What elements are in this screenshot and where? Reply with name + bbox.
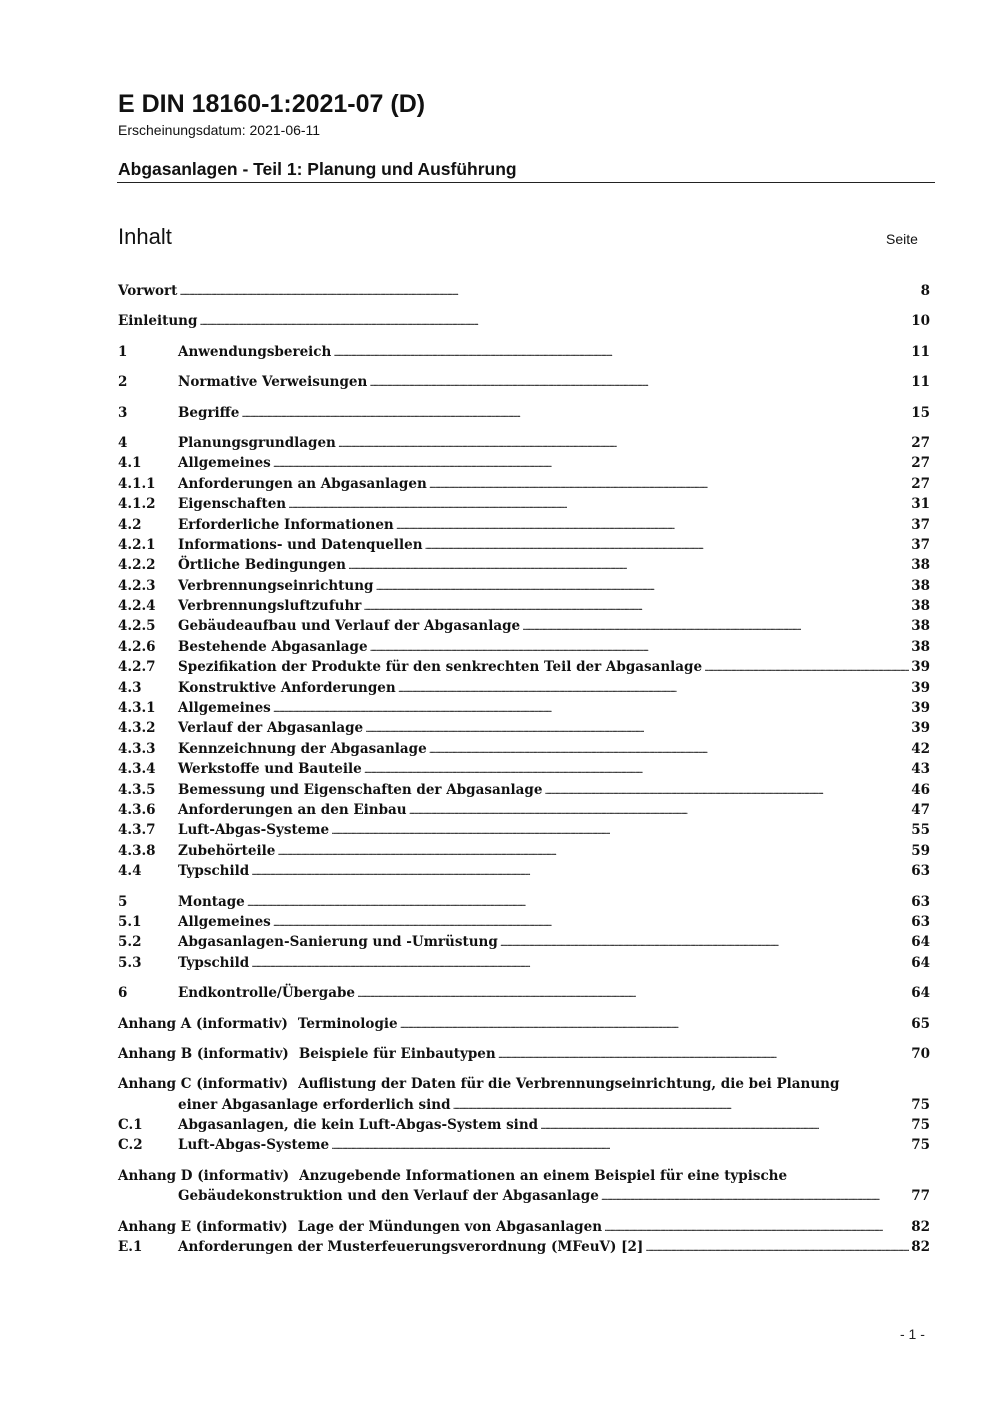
toc-leader <box>273 698 909 720</box>
toc-annex-entry[interactable] <box>118 1074 930 1094</box>
toc-entry-title: Werkstoffe und Bauteile <box>178 761 362 778</box>
toc-annex-title: Auflistung der Daten für die Verbrennungseinrichtung, die bei Planung <box>298 1076 840 1093</box>
toc-entry-page: 38 <box>911 598 930 615</box>
toc-entry[interactable] <box>118 453 930 473</box>
toc-entry-title: Bemessung und Eigenschaften der Abgasanlage <box>178 781 543 798</box>
toc-entry-number: 4.4 <box>118 863 142 880</box>
toc-entry-number: 3 <box>118 404 128 421</box>
toc-entry[interactable] <box>118 281 930 301</box>
toc-leader <box>400 1014 910 1036</box>
toc-entry-number: 4.1.2 <box>118 496 156 513</box>
toc-entry-title: Typschild <box>178 954 250 971</box>
toc-entry-page: 39 <box>911 720 930 737</box>
toc-entry[interactable] <box>118 342 930 362</box>
toc-leader <box>604 1217 909 1239</box>
toc-entry-number: 4.3.2 <box>118 720 156 737</box>
toc-entry-number: 4.3.1 <box>118 700 156 717</box>
toc-entry-page: 75 <box>911 1096 930 1113</box>
toc-entry[interactable] <box>118 372 930 392</box>
toc-entry-page: 27 <box>911 475 930 492</box>
toc-leader <box>331 820 909 842</box>
toc-entry-page: 38 <box>911 618 930 635</box>
toc-entry-number: 4.3.7 <box>118 822 156 839</box>
toc-entry-page: 70 <box>911 1045 930 1062</box>
toc-annex-label: Anhang C (informativ) <box>118 1076 289 1093</box>
toc-entry[interactable] <box>118 1135 930 1155</box>
toc-entry-page: 47 <box>911 801 930 818</box>
toc-entry[interactable] <box>118 596 930 616</box>
toc-entry-title: Verbrennungsluftzufuhr <box>178 598 362 615</box>
toc-entry-title: Einleitung <box>118 313 198 330</box>
toc-entry-number: C.2 <box>118 1137 143 1154</box>
toc-entry-title: Vorwort <box>118 283 178 299</box>
toc-entry[interactable] <box>118 800 930 820</box>
toc-leader <box>247 892 909 914</box>
toc-entry-title: Anforderungen an den Einbau <box>178 801 407 818</box>
toc-entry[interactable] <box>118 535 930 555</box>
toc-entry-page: 15 <box>911 404 930 421</box>
toc-leader <box>277 841 909 863</box>
toc-entry-title: Luft-Abgas-Systeme <box>178 1137 330 1154</box>
toc-entry-page: 63 <box>911 913 930 930</box>
toc-entry-page: 75 <box>911 1137 930 1154</box>
toc-entry-number: 4.2.7 <box>118 659 156 676</box>
toc-entry-title: Erforderliche Informationen <box>178 516 394 533</box>
toc-entry-number: 5.1 <box>118 913 142 930</box>
toc-entry-number: 2 <box>118 374 128 391</box>
toc-entry-page: 8 <box>920 283 930 299</box>
toc-entry[interactable] <box>118 698 930 718</box>
toc-leader <box>338 433 909 455</box>
toc-leader <box>365 718 909 740</box>
toc-entry[interactable] <box>118 515 930 535</box>
toc-annex-entry[interactable] <box>118 1217 930 1237</box>
toc-entry-page: 39 <box>911 679 930 696</box>
toc-leader <box>348 555 909 577</box>
toc-entry-page: 43 <box>911 761 930 778</box>
toc-entry[interactable] <box>118 780 930 800</box>
toc-entry[interactable] <box>118 474 930 494</box>
toc-entry-page: 31 <box>911 496 930 513</box>
toc-leader <box>376 576 910 598</box>
toc-entry-title: Planungsgrundlagen <box>178 434 336 451</box>
toc-entry[interactable] <box>118 718 930 738</box>
toc-entry-title: Gebäudeaufbau und Verlauf der Abgasanlage <box>178 618 521 635</box>
toc-leader <box>199 311 909 333</box>
toc-annex-entry-continuation[interactable] <box>118 1186 930 1206</box>
toc-entry-page: 77 <box>911 1188 930 1205</box>
toc-entry[interactable] <box>118 820 930 840</box>
toc-entry-number: 5.2 <box>118 934 142 951</box>
toc-annex-entry-continuation[interactable] <box>118 1095 930 1115</box>
toc-entry-title: Anforderungen an Abgasanlagen <box>178 475 427 492</box>
toc-entry[interactable] <box>118 932 930 952</box>
toc-entry-number: 4.1 <box>118 455 142 472</box>
toc-entry-page: 42 <box>911 740 930 757</box>
toc-entry-number: 4.2.4 <box>118 598 156 615</box>
toc-entry-number: C.1 <box>118 1117 143 1134</box>
toc-leader <box>500 932 909 954</box>
toc-entry-title: Eigenschaften <box>178 496 287 513</box>
toc-leader <box>179 281 918 303</box>
toc-entry-page: 64 <box>911 985 930 1002</box>
toc-entry-title: Typschild <box>178 863 250 880</box>
toc-entry-number: 5 <box>118 893 128 910</box>
toc-entry-page: 10 <box>911 313 930 330</box>
toc-entry[interactable] <box>118 637 930 657</box>
toc-entry-title: Verlauf der Abgasanlage <box>178 720 364 737</box>
toc-leader <box>273 453 909 475</box>
toc-entry-page: 82 <box>911 1218 930 1235</box>
toc-entry-number: 4.2.2 <box>118 557 156 574</box>
toc-entry[interactable] <box>118 433 930 453</box>
toc-entry-number: 4.3.5 <box>118 781 156 798</box>
toc-entry-title: Bestehende Abgasanlage <box>178 638 368 655</box>
toc-entry-title: Abgasanlagen, die kein Luft-Abgas-System sind <box>178 1117 539 1134</box>
document-subtitle: Abgasanlagen - Teil 1: Planung und Ausführung <box>118 159 517 179</box>
toc-annex-entry[interactable] <box>118 1166 930 1186</box>
toc-entry-title: Allgemeines <box>178 913 271 930</box>
toc-entry-number: 6 <box>118 985 128 1002</box>
toc-annex-title: Terminologie <box>297 1015 398 1032</box>
toc-leader <box>333 342 909 364</box>
toc-entry[interactable] <box>118 678 930 698</box>
toc-entry-title: Allgemeines <box>178 700 271 717</box>
toc-entry-number: 4.3 <box>118 679 142 696</box>
toc-annex-label: Anhang E (informativ) <box>118 1218 288 1235</box>
toc-entry-page: 11 <box>911 343 930 360</box>
toc-annex-entry[interactable] <box>118 1044 930 1064</box>
toc-entry-page: 38 <box>911 557 930 574</box>
toc-annex-label: Anhang A (informativ) <box>118 1015 288 1032</box>
toc-entry-number: 4.2.5 <box>118 618 156 635</box>
table-of-contents <box>118 281 930 1257</box>
toc-leader <box>398 678 910 700</box>
toc-leader <box>357 983 909 1005</box>
toc-entry-title: Luft-Abgas-Systeme <box>178 822 330 839</box>
toc-entry[interactable] <box>118 841 930 861</box>
toc-entry[interactable] <box>118 912 930 932</box>
toc-entry-page: 27 <box>911 434 930 451</box>
toc-entry[interactable] <box>118 1237 930 1257</box>
toc-entry-title: Abgasanlagen-Sanierung und -Umrüstung <box>178 934 498 951</box>
toc-annex-label: Anhang B (informativ) <box>118 1045 289 1062</box>
toc-entry-page: 64 <box>911 934 930 951</box>
toc-entry[interactable] <box>118 403 930 423</box>
toc-entry[interactable] <box>118 861 930 881</box>
toc-entry[interactable] <box>118 311 930 331</box>
toc-entry-title: Normative Verweisungen <box>178 374 368 391</box>
toc-leader <box>601 1186 909 1208</box>
toc-entry-title: Zubehörteile <box>178 842 276 859</box>
toc-leader <box>429 474 909 496</box>
toc-leader <box>522 616 909 638</box>
toc-entry[interactable] <box>118 739 930 759</box>
page-number: - 1 - <box>900 1326 925 1342</box>
toc-entry-title: Spezifikation der Produkte für den senkrechten Teil der Abgasanlage <box>178 659 703 676</box>
toc-entry-number: 4.2.3 <box>118 577 156 594</box>
toc-entry-page: 64 <box>911 954 930 971</box>
title-divider <box>117 182 935 183</box>
toc-entry-title: Kennzeichnung der Abgasanlage <box>178 740 427 757</box>
toc-entry-page: 39 <box>911 700 930 717</box>
toc-entry-title: Konstruktive Anforderungen <box>178 679 396 696</box>
toc-entry-title: Verbrennungseinrichtung <box>178 577 374 594</box>
toc-annex-entry[interactable] <box>118 1014 930 1034</box>
toc-leader <box>544 780 909 802</box>
toc-leader <box>396 515 909 537</box>
toc-leader <box>251 953 909 975</box>
toc-entry[interactable] <box>118 953 930 973</box>
toc-leader <box>369 372 909 394</box>
toc-annex-title: Lage der Mündungen von Abgasanlagen <box>297 1218 603 1235</box>
toc-entry-page: 27 <box>911 455 930 472</box>
toc-entry-title: Anforderungen der Musterfeuerungsverordnung (MFeuV) [2] <box>178 1239 644 1256</box>
toc-entry-page: 38 <box>911 638 930 655</box>
toc-entry-number: 4.2 <box>118 516 142 533</box>
toc-entry[interactable] <box>118 892 930 912</box>
toc-leader <box>273 912 909 934</box>
toc-leader <box>331 1135 909 1157</box>
toc-entry-number: 4.3.3 <box>118 740 156 757</box>
toc-leader <box>540 1115 909 1137</box>
toc-entry-title: Begriffe <box>178 404 240 421</box>
toc-entry-page: 38 <box>911 577 930 594</box>
toc-entry-title: Anwendungsbereich <box>178 343 332 360</box>
toc-entry-number: 1 <box>118 343 128 360</box>
toc-entry-page: 37 <box>911 536 930 553</box>
toc-entry-page: 82 <box>911 1239 930 1256</box>
toc-entry-number: 4.2.6 <box>118 638 156 655</box>
toc-leader <box>498 1044 909 1066</box>
toc-entry-page: 65 <box>911 1015 930 1032</box>
toc-entry[interactable] <box>118 983 930 1003</box>
toc-entry-page: 39 <box>911 659 930 676</box>
toc-entry-number: 4.3.8 <box>118 842 156 859</box>
toc-entry-page: 55 <box>911 822 930 839</box>
toc-leader <box>429 739 910 761</box>
toc-entry-title: Informations- und Datenquellen <box>178 536 423 553</box>
toc-leader <box>704 657 909 679</box>
document-id: E DIN 18160-1:2021-07 (D) <box>118 90 426 118</box>
toc-entry-number: 4 <box>118 434 128 451</box>
toc-entry[interactable] <box>118 576 930 596</box>
toc-entry-title: Allgemeines <box>178 455 271 472</box>
toc-annex-label: Anhang D (informativ) <box>118 1167 290 1184</box>
toc-entry-page: 63 <box>911 893 930 910</box>
toc-entry-number: 5.3 <box>118 954 142 971</box>
toc-entry-number: 4.3.4 <box>118 761 156 778</box>
toc-leader <box>363 596 909 618</box>
toc-leader <box>241 403 909 425</box>
toc-entry-number: 4.2.1 <box>118 536 156 553</box>
toc-leader <box>251 861 909 883</box>
toc-leader <box>288 494 909 516</box>
toc-entry[interactable] <box>118 759 930 779</box>
publication-date: Erscheinungsdatum: 2021-06-11 <box>118 122 321 138</box>
toc-entry[interactable] <box>118 494 930 514</box>
toc-leader <box>645 1237 909 1259</box>
toc-entry[interactable] <box>118 616 930 636</box>
toc-leader <box>364 759 909 781</box>
toc-entry-page: 75 <box>911 1117 930 1134</box>
toc-entry-number: 4.1.1 <box>118 475 156 492</box>
toc-entry-title: Montage <box>178 893 245 910</box>
toc-entry-page: 59 <box>911 842 930 859</box>
toc-entry-page: 11 <box>911 374 930 391</box>
toc-entry-page: 63 <box>911 863 930 880</box>
toc-entry[interactable] <box>118 1115 930 1135</box>
toc-annex-title-continued: Gebäudekonstruktion und den Verlauf der Abgasanlage <box>178 1188 599 1205</box>
toc-leader <box>453 1095 910 1117</box>
toc-entry-title: Örtliche Bedingungen <box>178 557 346 574</box>
toc-leader <box>425 535 910 557</box>
toc-entry-number: 4.3.6 <box>118 801 156 818</box>
toc-page-column-label: Seite <box>886 231 918 247</box>
toc-annex-title: Beispiele für Einbautypen <box>298 1045 496 1062</box>
toc-entry-title: Endkontrolle/Übergabe <box>178 985 355 1002</box>
toc-entry-page: 46 <box>911 781 930 798</box>
toc-entry[interactable] <box>118 555 930 575</box>
toc-leader <box>409 800 910 822</box>
toc-leader <box>370 637 910 659</box>
toc-annex-title-continued: einer Abgasanlage erforderlich sind <box>178 1096 451 1113</box>
toc-annex-title: Anzugebende Informationen an einem Beispiel für eine typische <box>299 1167 788 1184</box>
toc-entry-page: 37 <box>911 516 930 533</box>
toc-entry-number: E.1 <box>118 1239 143 1256</box>
toc-entry[interactable] <box>118 657 930 677</box>
toc-heading: Inhalt <box>118 224 172 249</box>
